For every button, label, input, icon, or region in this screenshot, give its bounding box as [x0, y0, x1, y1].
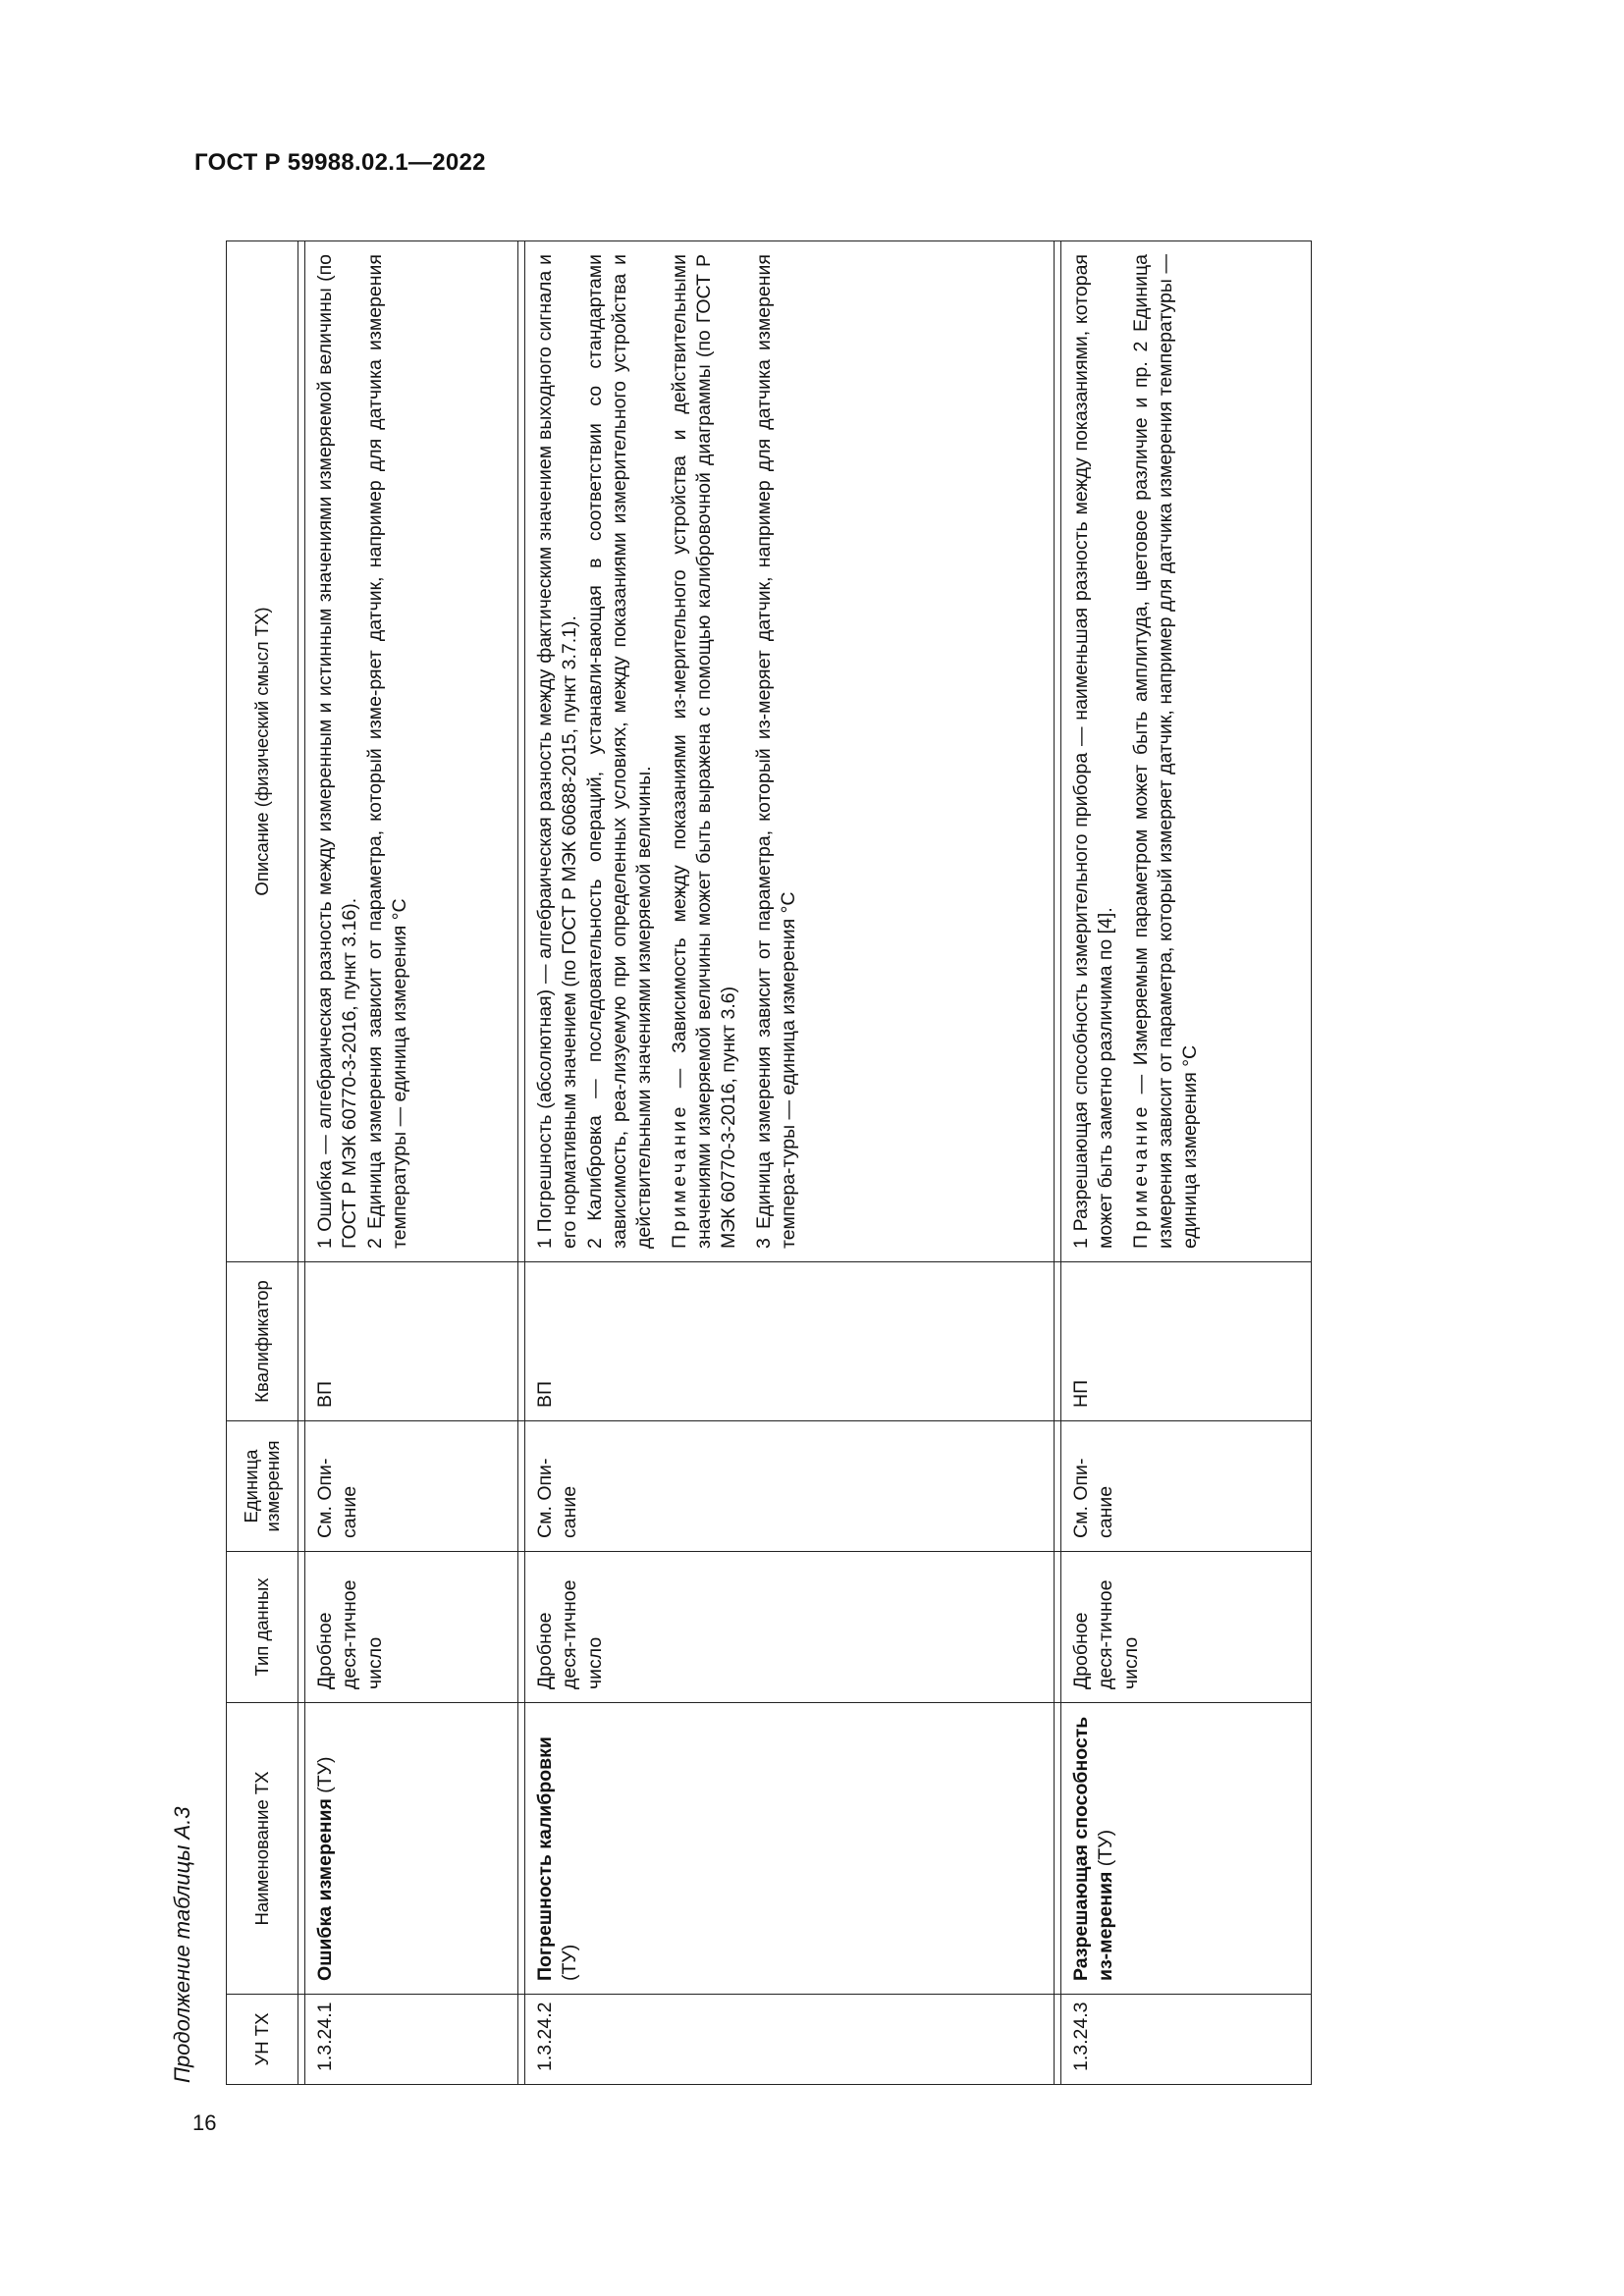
cell-qualifier: НП: [1061, 1262, 1312, 1421]
cell-description: [1061, 241, 1312, 1262]
table-row: [1061, 241, 1312, 2085]
cell-id: 1.3.24.1: [305, 1995, 518, 2085]
cell-unit: См. Опи-сание: [1061, 1421, 1312, 1552]
cell-unit: См. Опи-сание: [525, 1421, 1055, 1552]
description-paragraph: 1 Погрешность (абсолютная) — алгебраическая разность между фактическим значением выходного сигнала и его нормативным значением (по ГОСТ Р МЭК 60688-2015, пункт 3.7.1).: [534, 254, 581, 1249]
cell-type: Дробное деся-тичное число: [305, 1552, 518, 1703]
cell-type: Дробное деся-тичное число: [1061, 1552, 1312, 1703]
cell-description: [305, 241, 518, 1262]
cell-name: [305, 1703, 518, 1995]
description-note: [668, 254, 742, 1249]
description-paragraph: 1 Ошибка — алгебраическая разность между измеренным и истинным значениями измеряемой величины (по ГОСТ Р МЭК 60770-3-2016, пункт 3.16).: [314, 254, 361, 1249]
column-header-description: Описание (физический смысл ТХ): [227, 241, 298, 1262]
cell-qualifier: ВП: [525, 1262, 1055, 1421]
description-paragraph: 2 Калибровка — последовательность операций, устанавли-вающая в соответствии со стандартами зависимость, реа-лизуемую при определенных условиях, между показаниями измерительного устройства и действительными значениями измеряемой величины.: [583, 254, 656, 1249]
column-header-id: УН ТХ: [227, 1995, 298, 2085]
cell-name: [1061, 1703, 1312, 1995]
table-row: [305, 241, 518, 2085]
rotated-table-block: [170, 212, 1624, 2085]
column-header-qualifier: Квалификатор: [227, 1262, 298, 1421]
name-bold-text: Погрешность калибровки: [534, 1736, 556, 1981]
table-caption: Продолжение таблицы А.3: [170, 1806, 194, 2083]
name-suffix: (ТУ): [1095, 1829, 1117, 1872]
description-paragraph: 2 Единица измерения зависит от параметра, который изме-ряет датчик, например для датчика измерения температуры — единица измерения °С: [363, 254, 411, 1249]
name-suffix: (ТУ): [559, 1944, 581, 1981]
note-text: — Зависимость между показаниями из-мерительного устройства и действительными значениями измеряемой величины может быть выражена с помощью калибровочной диаграммы (по ГОСТ Р МЭК 60770-3-2016, пункт 3.6): [668, 254, 740, 1249]
description-paragraph: 1 Разрешающая способность измерительного прибора — наименьшая разность между показаниями, которая может быть заметно различима по [4].: [1070, 254, 1117, 1249]
document-header: ГОСТ Р 59988.02.1—2022: [194, 149, 486, 176]
column-header-unit: Единица измерения: [227, 1421, 298, 1552]
table-header-row: [227, 241, 298, 2085]
cell-type: Дробное деся-тичное число: [525, 1552, 1055, 1703]
name-suffix: (ТУ): [314, 1756, 336, 1799]
data-table: [226, 240, 1312, 2085]
cell-qualifier: ВП: [305, 1262, 518, 1421]
name-bold-text: Ошибка измерения: [314, 1798, 336, 1981]
name-bold-text: Разрешающая способность из-мерения: [1070, 1716, 1117, 1981]
table-row: [525, 241, 1055, 2085]
description-paragraph: 3 Единица измерения зависит от параметра, который из-меряет датчик, например для датчика измерения темпера-туры — единица измерения °С: [752, 254, 800, 1249]
cell-name: [525, 1703, 1055, 1995]
page-number: 16: [192, 2110, 217, 2135]
cell-id: 1.3.24.2: [525, 1995, 1055, 2085]
note-label: Примечание: [1129, 1103, 1152, 1249]
cell-unit: См. Опи-сание: [305, 1421, 518, 1552]
cell-id: 1.3.24.3: [1061, 1995, 1312, 2085]
cell-description: [525, 241, 1055, 1262]
note-text: — Измеряемым параметром может быть амплитуда, цветовое различие и пр. 2 Единица измерения зависит от параметра, который измеряет датчик, например для датчика измерения температуры — единица измерения °С: [1129, 254, 1202, 1249]
column-header-type: Тип данных: [227, 1552, 298, 1703]
column-header-name: Наименование ТХ: [227, 1703, 298, 1995]
note-label: Примечание: [668, 1103, 690, 1249]
description-note: [1129, 254, 1204, 1249]
